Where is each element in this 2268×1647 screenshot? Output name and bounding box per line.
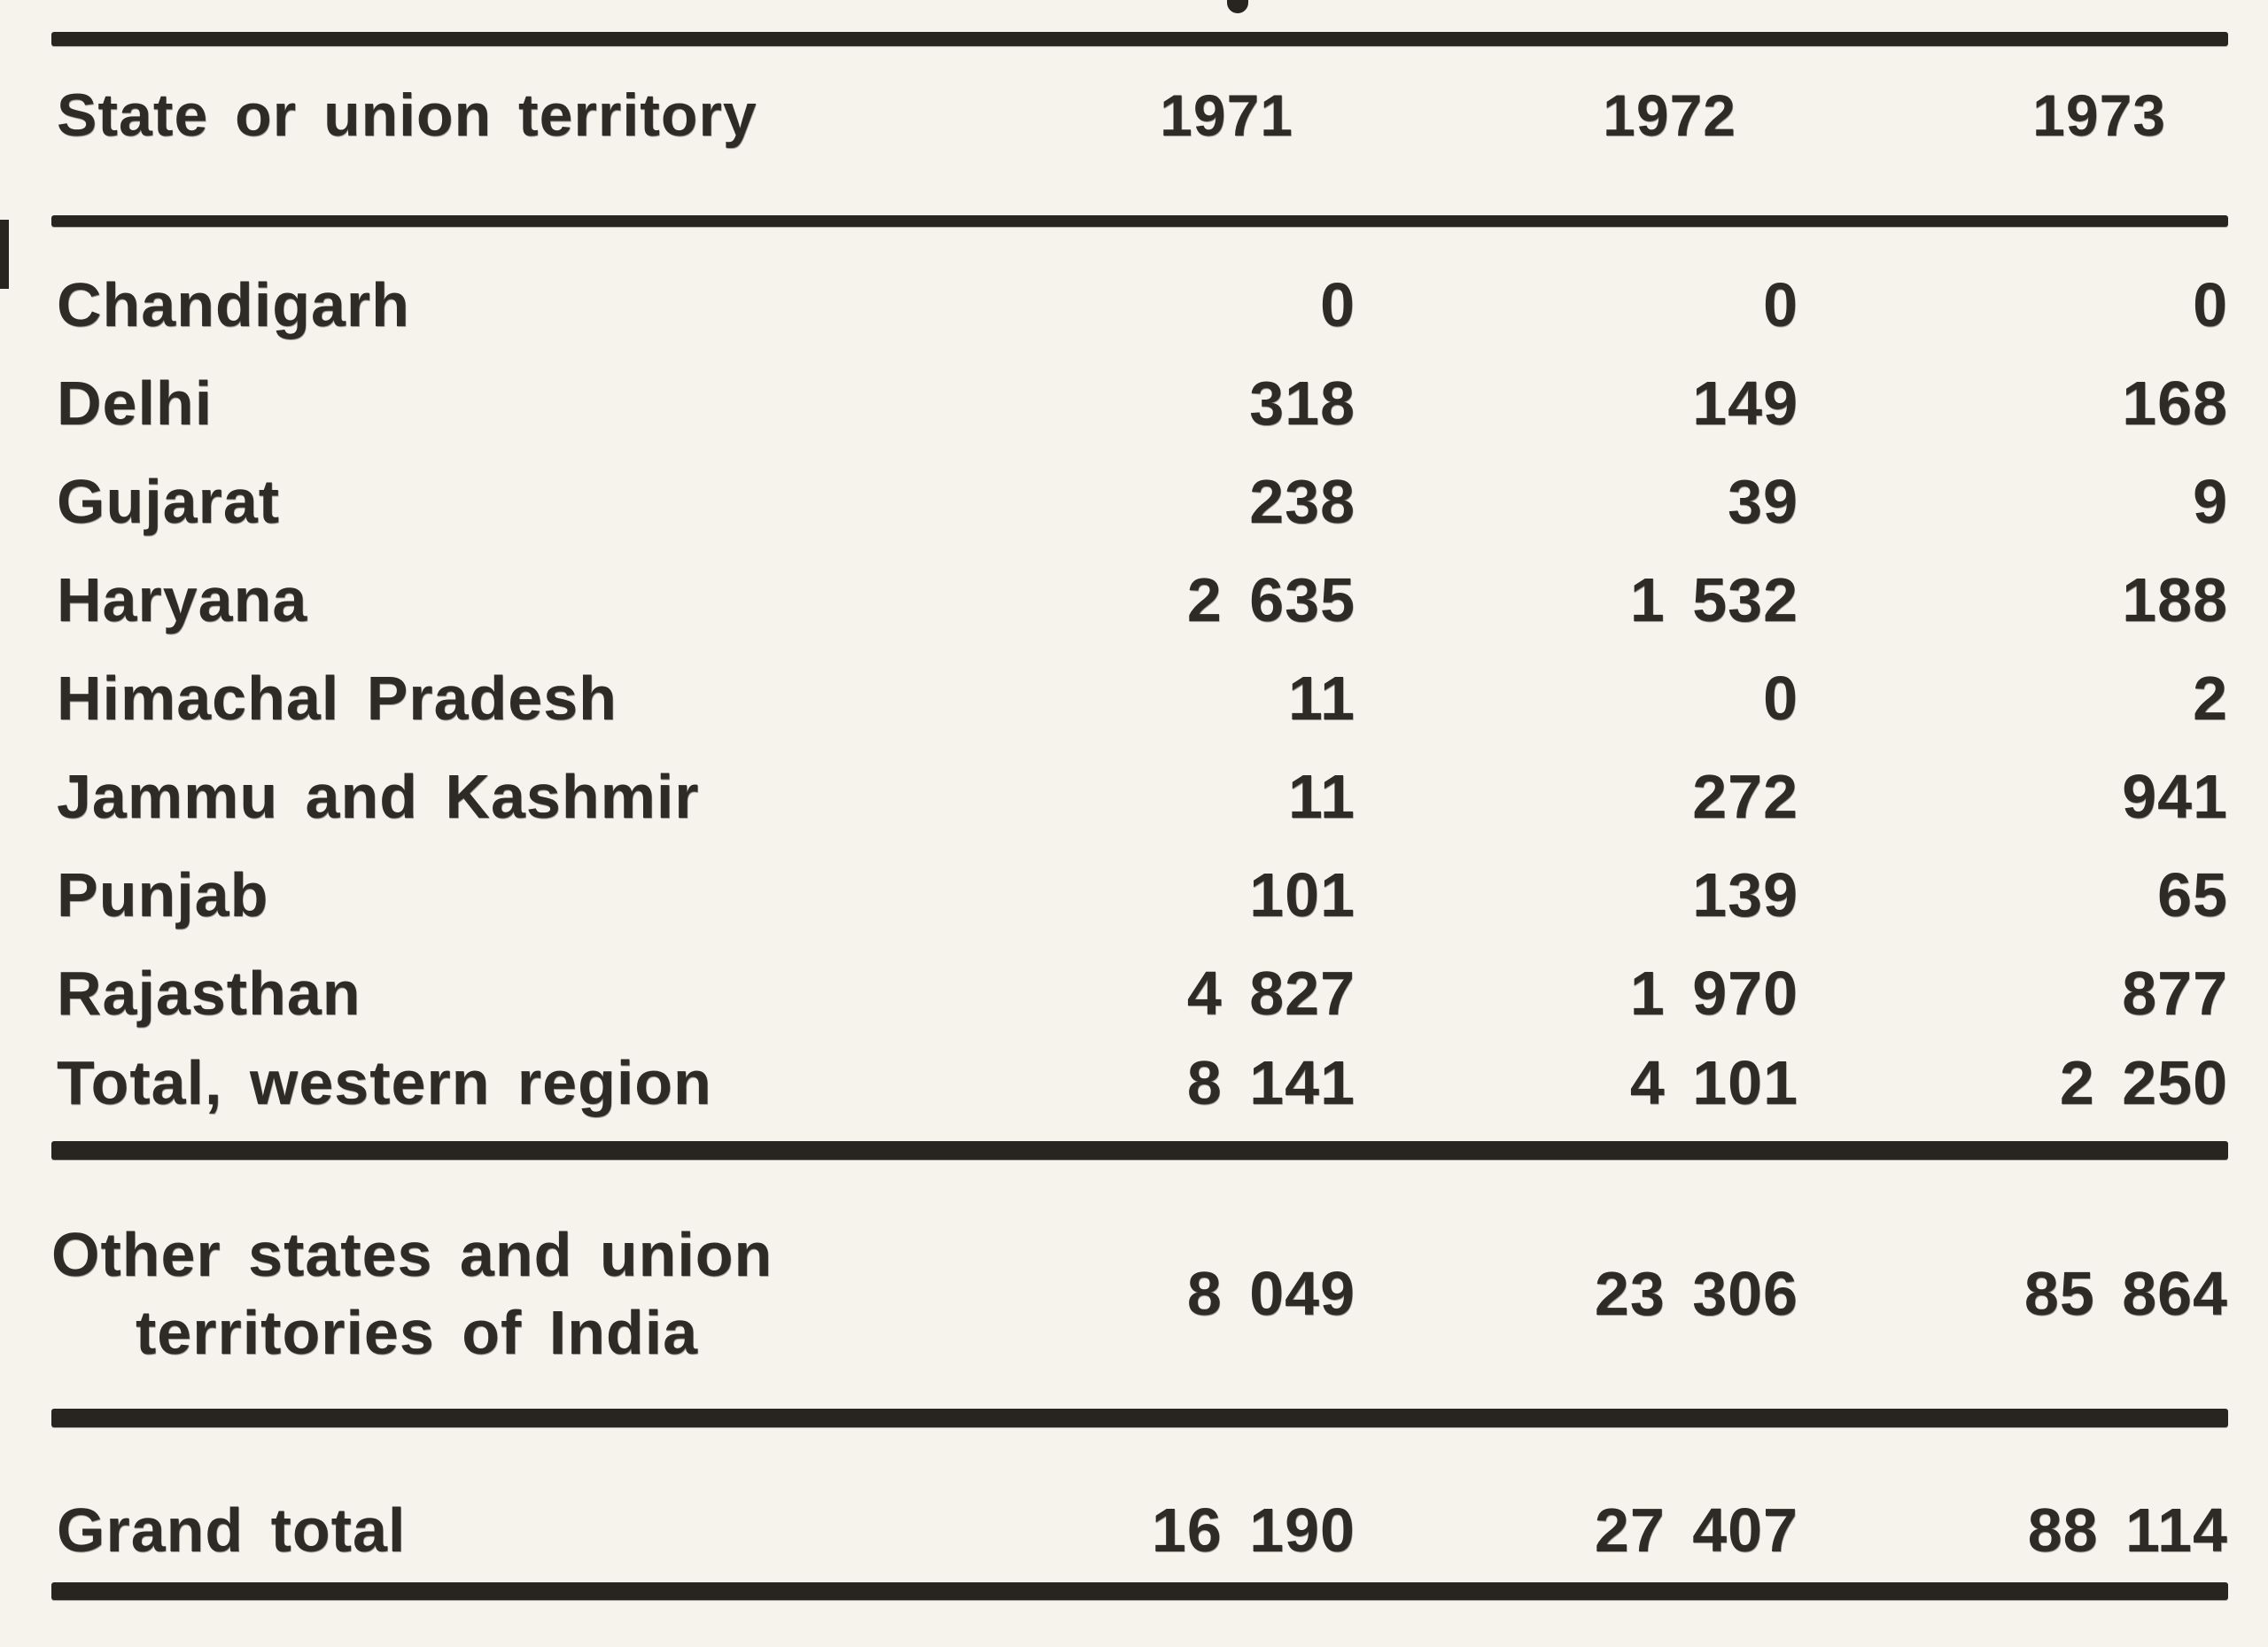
value-1972: 272	[1692, 761, 1798, 831]
total-western-region-row	[51, 1042, 2228, 1123]
grand-total-label: Grand total	[57, 1496, 407, 1565]
other-states-row	[51, 1205, 2228, 1382]
total-row-label: Total, western region	[57, 1048, 712, 1117]
value-1973: 168	[2122, 368, 2228, 438]
value-1971: 11	[1288, 761, 1355, 831]
state-name: Punjab	[57, 859, 269, 929]
value-1971: 4 827	[1186, 958, 1355, 1028]
state-name: Gujarat	[57, 466, 281, 536]
grand-total-separator-rule	[51, 1409, 2228, 1427]
header-year-1972: 1972	[1603, 82, 1736, 148]
value-1973: 877	[2122, 958, 2228, 1028]
grand-total-row	[51, 1464, 2228, 1597]
other-states-label	[51, 1205, 849, 1382]
state-name: Chandigarh	[57, 269, 410, 339]
grand-total-value-1972: 27 407	[1594, 1496, 1798, 1565]
table-row	[51, 452, 2228, 550]
header-year-1971: 1971	[1160, 82, 1293, 148]
total-row-value-1973: 2 250	[2059, 1048, 2228, 1117]
header-state-or-union-territory: State or union territory	[57, 82, 757, 149]
value-1972: 0	[1763, 269, 1798, 339]
table-top-rule	[51, 32, 2228, 46]
other-states-value-1973: 85 864	[2023, 1259, 2228, 1328]
value-1972: 139	[1692, 859, 1798, 929]
table-row	[51, 353, 2228, 452]
value-1971: 238	[1249, 466, 1355, 536]
state-name: Rajasthan	[57, 958, 361, 1028]
table-body	[51, 255, 2228, 1123]
value-1973: 9	[2193, 466, 2228, 536]
table-row	[51, 845, 2228, 944]
other-states-value-1971: 8 049	[1186, 1259, 1355, 1328]
state-name: Himachal Pradesh	[57, 663, 617, 733]
table-row	[51, 944, 2228, 1042]
table-row	[51, 255, 2228, 353]
state-name: Jammu and Kashmir	[57, 761, 700, 831]
other-states-label-line1: Other states and union	[51, 1220, 773, 1289]
table-bottom-rule	[51, 1582, 2228, 1600]
section-separator-rule	[51, 1141, 2228, 1160]
value-1972: 1 532	[1629, 564, 1798, 634]
value-1971: 2 635	[1186, 564, 1355, 634]
total-row-value-1972: 4 101	[1629, 1048, 1798, 1117]
other-states-value-1972: 23 306	[1594, 1259, 1798, 1328]
table-row	[51, 747, 2228, 845]
value-1972: 0	[1763, 663, 1798, 733]
value-1973: 941	[2122, 761, 2228, 831]
grand-total-value-1973: 88 114	[2027, 1496, 2228, 1565]
scan-artifact-descender	[1227, 0, 1248, 13]
value-1971: 11	[1288, 663, 1355, 733]
value-1972: 39	[1728, 466, 1798, 536]
value-1973: 188	[2122, 564, 2228, 634]
table-row	[51, 550, 2228, 649]
grand-total-value-1971: 16 190	[1151, 1496, 1355, 1565]
state-name: Haryana	[57, 564, 308, 634]
value-1971: 101	[1249, 859, 1355, 929]
header-year-1973: 1973	[2032, 82, 2166, 148]
table-row	[51, 649, 2228, 747]
header-separator-rule	[51, 215, 2228, 227]
value-1973: 0	[2193, 269, 2228, 339]
total-row-value-1971: 8 141	[1186, 1048, 1355, 1117]
table-header-row	[51, 53, 2228, 177]
value-1971: 318	[1249, 368, 1355, 438]
value-1973: 65	[2157, 859, 2228, 929]
state-name: Delhi	[57, 368, 214, 438]
scan-artifact-page-edge	[0, 220, 9, 289]
value-1973: 2	[2193, 663, 2228, 733]
value-1971: 0	[1320, 269, 1355, 339]
value-1972: 149	[1692, 368, 1798, 438]
other-states-label-line2: territories of India	[136, 1298, 699, 1367]
value-1972: 1 970	[1629, 958, 1798, 1028]
